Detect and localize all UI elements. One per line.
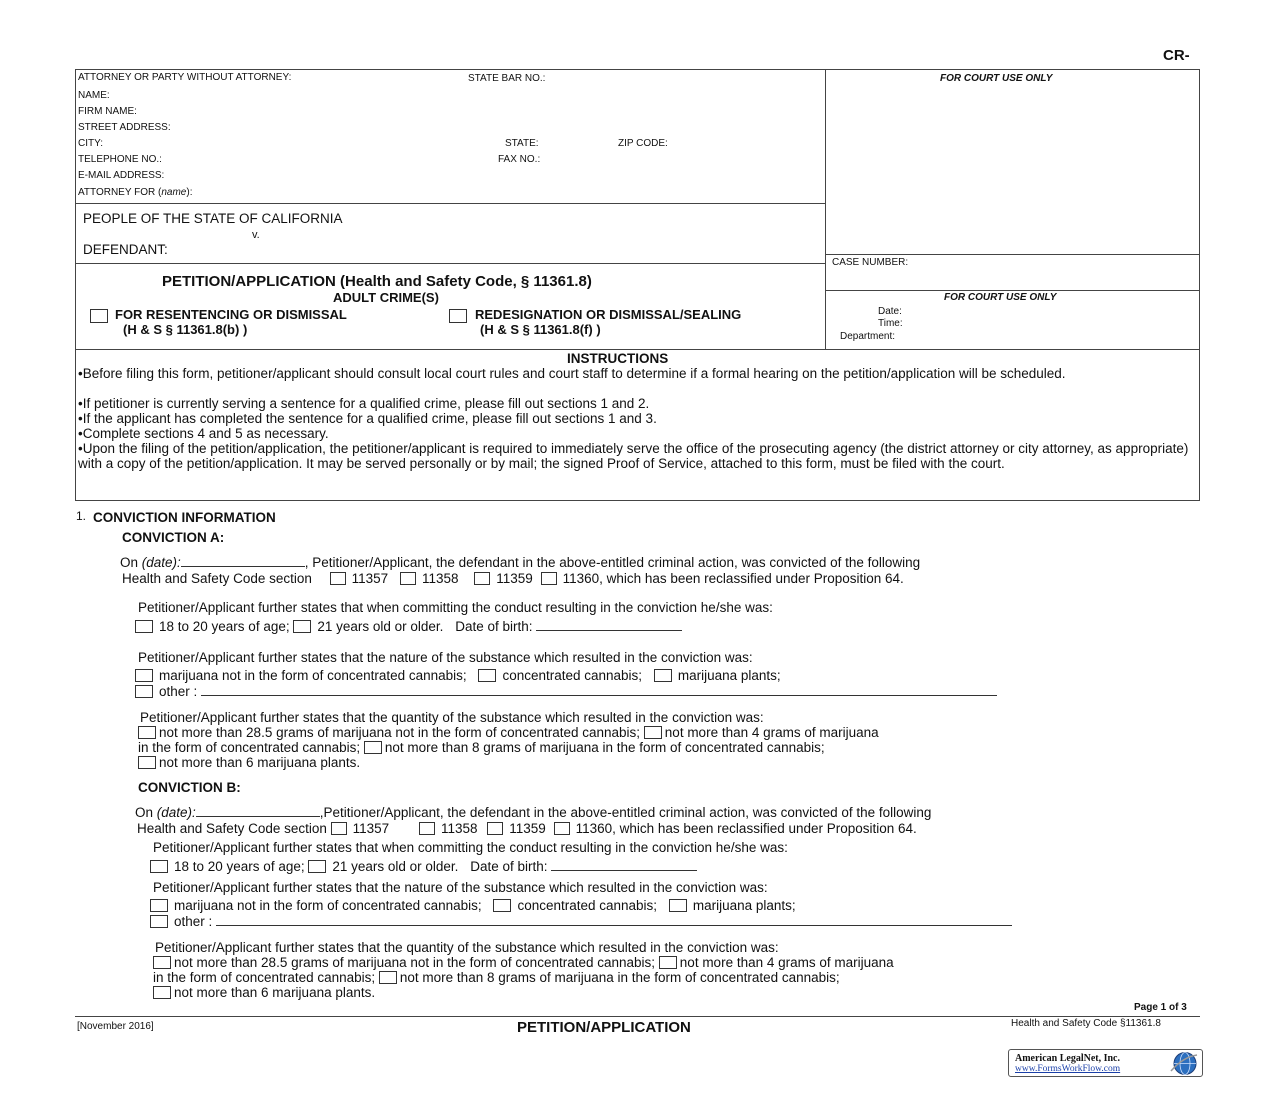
conviction-a-age-intro: Petitioner/Applicant further states that when committing the conduct resulting in the conviction he/she was:: [138, 600, 773, 615]
age-18-20-checkbox[interactable]: [135, 620, 153, 633]
qty-8-checkbox[interactable]: [364, 741, 382, 754]
option-resentencing-line2: (H & S § 11361.8(b) ): [123, 322, 248, 337]
conviction-b-code-line: Health and Safety Code section 11357 11358 11359 11360, which has been reclassified under Proposition 64.: [137, 821, 917, 836]
footer-code: Health and Safety Code §11361.8: [1011, 1018, 1161, 1029]
resentencing-checkbox[interactable]: [90, 309, 108, 323]
instruction-item: •Complete sections 4 and 5 as necessary.: [78, 426, 329, 441]
qty-8-checkbox-b[interactable]: [379, 971, 397, 984]
option-redesignation[interactable]: [449, 308, 473, 326]
conviction-a-nature-intro: Petitioner/Applicant further states that the nature of the substance which resulted in the conviction was:: [138, 650, 753, 665]
conviction-a-qty-intro: Petitioner/Applicant further states that the quantity of the substance which resulted in the conviction was:: [140, 710, 764, 725]
qty-28-checkbox[interactable]: [138, 726, 156, 739]
nature-concentrated-checkbox-b[interactable]: [493, 899, 511, 912]
redesignation-checkbox[interactable]: [449, 309, 467, 323]
footer-title: PETITION/APPLICATION: [517, 1019, 691, 1036]
revision-date: [November 2016]: [77, 1021, 154, 1032]
conviction-b-nature-line: marijuana not in the form of concentrated cannabis; concentrated cannabis; marijuana plants;: [150, 898, 796, 913]
option-resentencing-line1: FOR RESENTENCING OR DISMISSAL: [115, 307, 347, 322]
form-title: PETITION/APPLICATION (Health and Safety Code, § 11361.8): [162, 273, 592, 290]
conviction-b-nature-intro: Petitioner/Applicant further states that the nature of the substance which resulted in the conviction was:: [153, 880, 768, 895]
caption-divider: [825, 69, 826, 350]
instruction-item: •Upon the filing of the petition/application, the petitioner/applicant is required to immediately serve the office of the prosecuting agency (the district attorney or city attorney, as appropriate) with a copy of the petition/application. It may be served personally or by mail; the signed Proof of Service, attached to this form, must be filed with the court.: [78, 441, 1189, 471]
firm-name-label: FIRM NAME:: [78, 106, 137, 117]
code-11357-checkbox[interactable]: [330, 572, 346, 585]
code-11358-checkbox[interactable]: [400, 572, 416, 585]
qty-4-checkbox-b[interactable]: [659, 956, 677, 969]
conviction-a-qty-line2: in the form of concentrated cannabis; not more than 8 grams of marijuana in the form of concentrated cannabis;: [138, 740, 825, 755]
conviction-a-qty-line1: not more than 28.5 grams of marijuana not in the form of concentrated cannabis; not more than 4 grams of marijuana: [138, 725, 879, 740]
conviction-b-qty-intro: Petitioner/Applicant further states that the quantity of the substance which resulted in the conviction was:: [155, 940, 779, 955]
versus-label: v.: [252, 229, 260, 241]
conviction-b-qty-line2: in the form of concentrated cannabis; not more than 8 grams of marijuana in the form of concentrated cannabis;: [153, 970, 840, 985]
for-court-use-label: FOR COURT USE ONLY: [940, 73, 1053, 84]
attorney-or-party-label: ATTORNEY OR PARTY WITHOUT ATTORNEY:: [78, 72, 292, 83]
conviction-a-qty-line3: not more than 6 marijuana plants.: [138, 755, 360, 770]
option-redesignation-line1: REDESIGNATION OR DISMISSAL/SEALING: [475, 307, 742, 322]
age-21-checkbox[interactable]: [293, 620, 311, 633]
nature-other-checkbox-b[interactable]: [150, 915, 168, 928]
qty-4-checkbox[interactable]: [644, 726, 662, 739]
email-label: E-MAIL ADDRESS:: [78, 170, 165, 181]
other-field-b[interactable]: [216, 914, 1012, 926]
dob-field-b[interactable]: [551, 859, 697, 871]
option-resentencing[interactable]: [90, 308, 114, 326]
caption-party-divider: [75, 203, 825, 204]
conviction-a-date-field[interactable]: [181, 555, 305, 567]
instruction-item: •If the applicant has completed the sentence for a qualified crime, please fill out sections 1 and 3.: [78, 411, 657, 426]
qty-6-checkbox-b[interactable]: [153, 986, 171, 999]
conviction-b-qty-line1: not more than 28.5 grams of marijuana not in the form of concentrated cannabis; not more than 4 grams of marijuana: [153, 955, 894, 970]
form-number: CR-: [1163, 47, 1190, 64]
form-subtitle: ADULT CRIME(S): [333, 290, 439, 305]
hearing-date-label: Date:: [878, 306, 902, 317]
nature-plants-checkbox[interactable]: [654, 669, 672, 682]
state-label: STATE:: [505, 138, 539, 149]
caption-title-divider: [75, 263, 825, 264]
city-label: CITY:: [78, 138, 104, 149]
dob-field[interactable]: [536, 619, 682, 631]
code-11359-checkbox[interactable]: [474, 572, 490, 585]
logo-company-name: American LegalNet, Inc.: [1015, 1053, 1120, 1064]
code-11360-checkbox[interactable]: [541, 572, 557, 585]
instruction-item: •If petitioner is currently serving a sentence for a qualified crime, please fill out sections 1 and 2.: [78, 396, 650, 411]
section-heading: CONVICTION INFORMATION: [93, 510, 276, 525]
court-use-divider: [825, 254, 1200, 255]
conviction-b-heading: CONVICTION B:: [138, 780, 241, 795]
conviction-b-qty-line3: not more than 6 marijuana plants.: [153, 985, 375, 1000]
conviction-b-date-line: On (date): ,Petitioner/Applicant, the defendant in the above-entitled criminal action, was convicted of the following: [135, 805, 932, 820]
conviction-b-other-line: other :: [150, 914, 1012, 929]
nature-other-checkbox[interactable]: [135, 685, 153, 698]
street-address-label: STREET ADDRESS:: [78, 122, 171, 133]
qty-6-checkbox[interactable]: [138, 756, 156, 769]
conviction-a-age-line: 18 to 20 years of age; 21 years old or older. Date of birth:: [135, 619, 682, 634]
telephone-label: TELEPHONE NO.:: [78, 154, 162, 165]
qty-28-checkbox-b[interactable]: [153, 956, 171, 969]
attorney-for-label: ATTORNEY FOR (name):: [78, 187, 193, 198]
hearing-time-label: Time:: [878, 318, 903, 329]
for-court-use-label-2: FOR COURT USE ONLY: [944, 292, 1057, 303]
state-bar-label: STATE BAR NO.:: [468, 73, 546, 84]
other-field[interactable]: [201, 684, 997, 696]
globe-icon: [1169, 1051, 1199, 1076]
code-11357-checkbox-b[interactable]: [331, 822, 347, 835]
option-redesignation-line2: (H & S § 11361.8(f) ): [480, 322, 601, 337]
case-number-divider: [825, 290, 1200, 291]
page-number: Page 1 of 3: [1134, 1002, 1187, 1013]
conviction-a-heading: CONVICTION A:: [122, 530, 225, 545]
footer-rule: [75, 1016, 1200, 1017]
people-label: PEOPLE OF THE STATE OF CALIFORNIA: [83, 211, 343, 226]
conviction-b-age-intro: Petitioner/Applicant further states that when committing the conduct resulting in the conviction he/she was:: [153, 840, 788, 855]
instruction-item: •Before filing this form, petitioner/applicant should consult local court rules and court staff to determine if a formal hearing on the petition/application will be scheduled.: [78, 366, 1066, 381]
logo-url[interactable]: www.FormsWorkFlow.com: [1015, 1064, 1121, 1074]
code-11360-checkbox-b[interactable]: [554, 822, 570, 835]
nature-marijuana-checkbox-b[interactable]: [150, 899, 168, 912]
age-21-checkbox-b[interactable]: [308, 860, 326, 873]
nature-marijuana-checkbox[interactable]: [135, 669, 153, 682]
case-number-label: CASE NUMBER:: [832, 257, 909, 268]
age-18-20-checkbox-b[interactable]: [150, 860, 168, 873]
conviction-a-other-line: other :: [135, 684, 997, 699]
section-number: 1.: [76, 509, 87, 523]
name-label: NAME:: [78, 90, 110, 101]
american-legalnet-logo[interactable]: [1008, 1049, 1203, 1077]
zip-label: ZIP CODE:: [618, 138, 668, 149]
code-11358-checkbox-b[interactable]: [419, 822, 435, 835]
defendant-label: DEFENDANT:: [83, 242, 168, 257]
conviction-b-date-field[interactable]: [196, 805, 320, 817]
fax-label: FAX NO.:: [498, 154, 541, 165]
conviction-b-age-line: 18 to 20 years of age; 21 years old or older. Date of birth:: [150, 859, 697, 874]
hearing-department-label: Department:: [840, 331, 896, 342]
instructions-heading: INSTRUCTIONS: [567, 351, 669, 366]
nature-plants-checkbox-b[interactable]: [669, 899, 687, 912]
nature-concentrated-checkbox[interactable]: [478, 669, 496, 682]
code-11359-checkbox-b[interactable]: [487, 822, 503, 835]
conviction-a-nature-line: marijuana not in the form of concentrated cannabis; concentrated cannabis; marijuana plants;: [135, 668, 781, 683]
conviction-a-date-line: On (date): , Petitioner/Applicant, the defendant in the above-entitled criminal action, was convicted of the following: [120, 555, 921, 570]
conviction-a-code-line: Health and Safety Code section 11357 11358 11359 11360, which has been reclassified under Proposition 64.: [122, 571, 904, 586]
